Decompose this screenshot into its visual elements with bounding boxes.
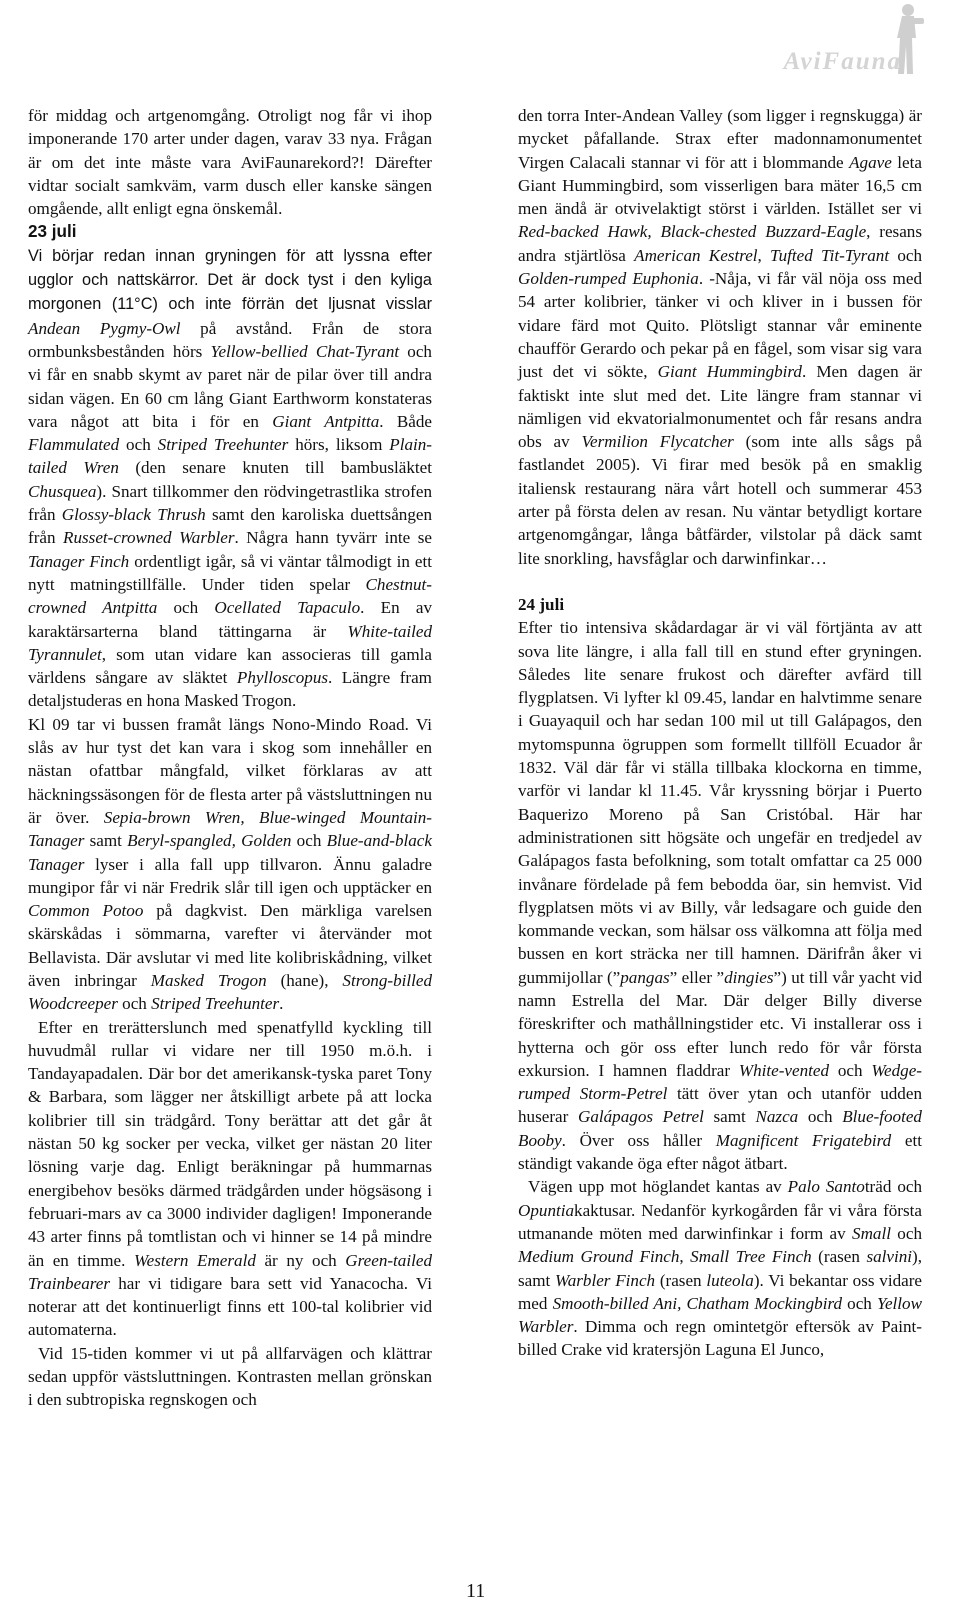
page-number: 11: [466, 1580, 486, 1602]
paragraph: för middag och artgenomgång. Otroligt nog får vi ihop imponerande 170 arter under dagen, varav 33 nya. Frågan är om det inte måste vara AviFaunarekord?! Därefter vidtar socialt samkväm, varm dusch eller kanske sängen omgående, allt enligt egna önskemål.: [28, 106, 432, 219]
paragraph: den torra Inter-Andean Valley (som ligger i regnskugga) är mycket påfallande. Strax efter madonnamonumentet Virgen Calacali stannar vi för att i blommande Agave leta Giant Hummingbird, som visserligen bara mäter 16,5 cm men ändå är otvivelaktigt störst i världen. Istället ser vi Red-backed Hawk, Black-chested Buzzard-Eagle, resans andra stjärtlösa American Kestrel, Tufted Tit-Tyrant och Golden-rumped Euphonia. -Nåja, vi får väl nöja oss med 54 arter kolibrier, tänker vi och kliver in i bussen för vidare färd mot Quito. Plötsligt stannar vår eminente chaufför Gerardo och pekar på en fågel, som visar sig vara just det vi sökte, Giant Hummingbird. Men dagen är faktiskt inte slut med det. Lite längre fram stannar vi nämligen vid ekvatorialmonumentet och får resans andra obs av Vermilion Flycatcher (som inte alls sågs på fastlandet 2005). Vi firar med besök på en smaklig italiensk restaurang nära vårt hotell och summerar 453 arter på första delen av resan. Nu väntar betydligt kortare artgenomgångar, långa båtfärder, vilstolar på däck samt lite snorkling, havsfåglar och darwinfinkar…: [518, 106, 923, 568]
left-column: [28, 104, 432, 1412]
paragraph: Vid 15-tiden kommer vi ut på allfarvägen och klättrar sedan uppför västsluttningen. Kontrasten mellan grönskan i den subtropiska regnskogen och: [28, 1343, 432, 1410]
logo-text: AviFauna: [783, 48, 902, 75]
paragraph: Efter en trerätterslunch med spenatfylld kyckling till huvudmål rullar vi vidare ner till 1950 m.ö.h. i Tandayapadalen. Där bor det amerikansk-tyska paret Tony & Barbara, som lägger ner åtskilligt arbete på att locka kolibrier till sin trädgård. Tony berättar att det går åt nästan 50 kg socker per vecka, vilket ger nästan 20 liter lösning varje dag. Enligt beräkningar på hummarnas energibehov besöks därmed trädgården under högsäsong i februari-mars av ca 3000 individer dagligen! Imponerande 43 arter finns på tomtlistan och vi hinner se 14 på mindre än en timme. Western Emerald är ny och Green-tailed Trainbearer har vi tidigare bara sett vid Yanacocha. Vi noterar att det kontinuerligt finns ett 100-tal kolibrier vid automaterna.: [28, 1017, 432, 1340]
avifauna-logo: [722, 0, 932, 92]
date-heading: 23 juli: [28, 222, 77, 242]
paragraph: Vägen upp mot höglandet kantas av Palo Santoträd och Opuntiakaktusar. Nedanför kyrkogården får vi våra första utmanande möten med darwinfinkar i form av Small och Medium Ground Finch, Small Tree Finch (rasen salvini), samt Warbler Finch (rasen luteola). Vi bekantar oss vidare med Smooth-billed Ani, Chatham Mockingbird och Yellow Warbler. Dimma och regn omintetgör eftersök av Paint-billed Crake vid kratersjön Laguna El Junco,: [518, 1177, 923, 1360]
paragraph: Efter tio intensiva skådardagar är vi väl förtjänta av att sova lite längre, i alla fall till en stund efter gryningen. Således lite senare frukost och därefter avfärd till flygplatsen. Vi lyfter kl 09.45, landar en halvtimme senare i Guayaquil och har sedan 100 mil ut till Galápagos, den mytomspunna ögruppen som formellt tillföll Ecuador år 1832. Väl där får vi ställa tillbaka klockorna en timme, varför vi landar kl 11.45. Vår kryssning börjar i Puerto Baquerizo Moreno på San Cristóbal. Här har administrationen sitt högsäte och ungefär en tredjedel av Galápagos fasta befolkning, som totalt omfattar ca 25 000 invånare fördelade på fem bebodda öar, sin hemvist. Vid flygplatsen möts vi av Billy, vår ledsagare och guide den kommande veckan, som hälsar oss välkomna att följa med bussen en kort sträcka ner till hamnen. Därifrån åker vi gummijollar (”pangas” eller ”dingies”) ut till vår yacht vid namn Estrella del Mar. Där delger Billy diverse föreskrifter och mathållningstider etc. Vi installerar oss i hytterna och gör oss efter lunch redo för vår första exkursion. I hamnen fladdrar White-vented och Wedge-rumped Storm-Petrel tätt över ytan och utanför udden huserar Galápagos Petrel samt Nazca och Blue-footed Booby. Över oss håller Magnificent Frigatebird ett ständigt vakande öga efter något ätbart.: [518, 618, 922, 1174]
paragraph: Vi börjar redan innan gryningen för att lyssna efter ugglor och nattskärror. Det är dock tyst i den kyliga morgonen (11°C) och inte förrän det ljusnat visslar Andean Pygmy-Owl på avstånd. Från de stora ormbunksbestånden hörs Yellow-bellied Chat-Tyrant och vi får en snabb skymt av paret när de pilar över till andra sidan vägen. En 60 cm lång Giant Earthworm konstateras vara något att bita i för en Giant Antpitta. Både Flammulated och Striped Treehunter hörs, liksom Plain-tailed Wren (den senare knuten till bambusläktet Chusquea). Snart tillkommer den rödvingetrastlika strofen från Glossy-black Thrush samt den karoliska duettsången från Russet-crowned Warbler. Några hann tyvärr inte se Tanager Finch ordentligt igår, så vi väntar tålmodigt in ett nytt matningstillfälle. Under tiden spelar Chestnut-crowned Antpitta och Ocellated Tapaculo. En av karaktärsarterna bland tättingarna är White-tailed Tyrannulet, som utan vidare kan associeras till gamla världens sångare av släktet Phylloscopus. Längre fram detaljstuderas en hona Masked Trogon.: [28, 246, 433, 711]
date-heading: 24 juli: [518, 594, 565, 614]
paragraph: Kl 09 tar vi bussen framåt längs Nono-Mindo Road. Vi slås av hur tyst det kan vara i skog som innehåller en nästan ofattbar mångfald, vilket förklaras av att häckningssäsongen för de flesta arter på västsluttningen nu är över. Sepia-brown Wren, Blue-winged Mountain-Tanager samt Beryl-spangled, Golden och Blue-and-black Tanager lyser i alla fall upp tillvaron. Ännu galadre mungipor får vi när Fredrik slår till igen och upptäcker en Common Potoo på dagkvist. Den märkliga varelsen skärskådas i sömmarna, varefter vi återvänder mot Bellavista. Där avslutar vi med lite kolibriskådning, vilket även inbringar Masked Trogon (hane), Strong-billed Woodcreeper och Striped Treehunter.: [28, 714, 432, 1014]
right-column: [518, 104, 922, 1362]
